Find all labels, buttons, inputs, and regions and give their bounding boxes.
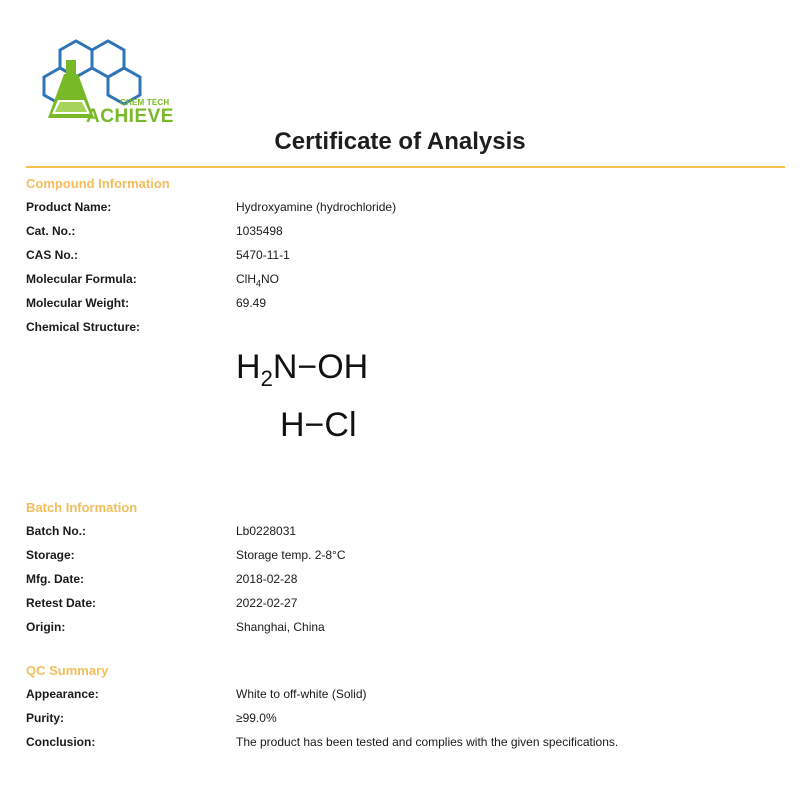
row-appearance <box>26 687 766 705</box>
field-label: Origin: <box>26 620 66 634</box>
row-storage <box>26 548 766 566</box>
field-label: Retest Date: <box>26 596 97 610</box>
structure-subscript: 2 <box>260 366 273 391</box>
field-value <box>236 272 279 288</box>
formula-part: NO <box>261 272 280 286</box>
chemical-structure-image <box>236 338 396 478</box>
row-mfg-date <box>26 572 766 590</box>
structure-atom: N−OH <box>272 348 369 386</box>
field-value: Storage temp. 2-8°C <box>236 548 346 562</box>
row-molecular-weight <box>26 296 766 314</box>
field-label: Product Name: <box>26 200 112 214</box>
field-value: White to off-white (Solid) <box>236 687 367 701</box>
section-title-qc: QC Summary <box>26 663 109 678</box>
field-label: CAS No.: <box>26 248 78 262</box>
field-label: Storage: <box>26 548 75 562</box>
title-divider <box>26 166 785 168</box>
field-label: Cat. No.: <box>26 224 76 238</box>
field-label: Molecular Weight: <box>26 296 130 310</box>
row-molecular-formula <box>26 272 766 290</box>
field-label: Molecular Formula: <box>26 272 137 286</box>
logo-subtitle: CHEM TECH <box>120 98 170 107</box>
field-label: Conclusion: <box>26 735 96 749</box>
field-value: 2018-02-28 <box>236 572 298 586</box>
structure-atom: H <box>236 348 261 386</box>
field-value: The product has been tested and complies with the given specifications. <box>236 735 619 749</box>
row-origin <box>26 620 766 638</box>
row-product-name <box>26 200 766 218</box>
row-purity <box>26 711 766 729</box>
field-label: Chemical Structure: <box>26 320 141 334</box>
logo-wordmark: ACHIEVE <box>86 106 174 127</box>
row-batch-no <box>26 524 766 542</box>
field-label: Batch No.: <box>26 524 86 538</box>
row-chemical-structure <box>26 320 766 338</box>
structure-line-hydroxylamine <box>236 348 369 391</box>
section-title-compound: Compound Information <box>26 176 170 191</box>
field-value: 69.49 <box>236 296 267 310</box>
field-label: Appearance: <box>26 687 99 701</box>
row-cat-no <box>26 224 766 242</box>
formula-part: ClH <box>236 272 256 286</box>
row-retest-date <box>26 596 766 614</box>
field-value: 2022-02-27 <box>236 596 298 610</box>
field-value: Lb0228031 <box>236 524 297 538</box>
row-conclusion <box>26 735 766 753</box>
structure-line-hcl: H−Cl <box>280 406 357 444</box>
field-value: Hydroxyamine (hydrochloride) <box>236 200 397 214</box>
field-value: ≥99.0% <box>236 711 277 725</box>
field-label: Purity: <box>26 711 65 725</box>
field-value: 1035498 <box>236 224 283 238</box>
section-title-batch: Batch Information <box>26 500 138 515</box>
field-label: Mfg. Date: <box>26 572 84 586</box>
page-title: Certificate of Analysis <box>274 128 526 155</box>
field-value: 5470-11-1 <box>236 248 290 262</box>
field-value: Shanghai, China <box>236 620 325 634</box>
row-cas-no <box>26 248 766 266</box>
formula-subscript: 4 <box>256 278 262 289</box>
